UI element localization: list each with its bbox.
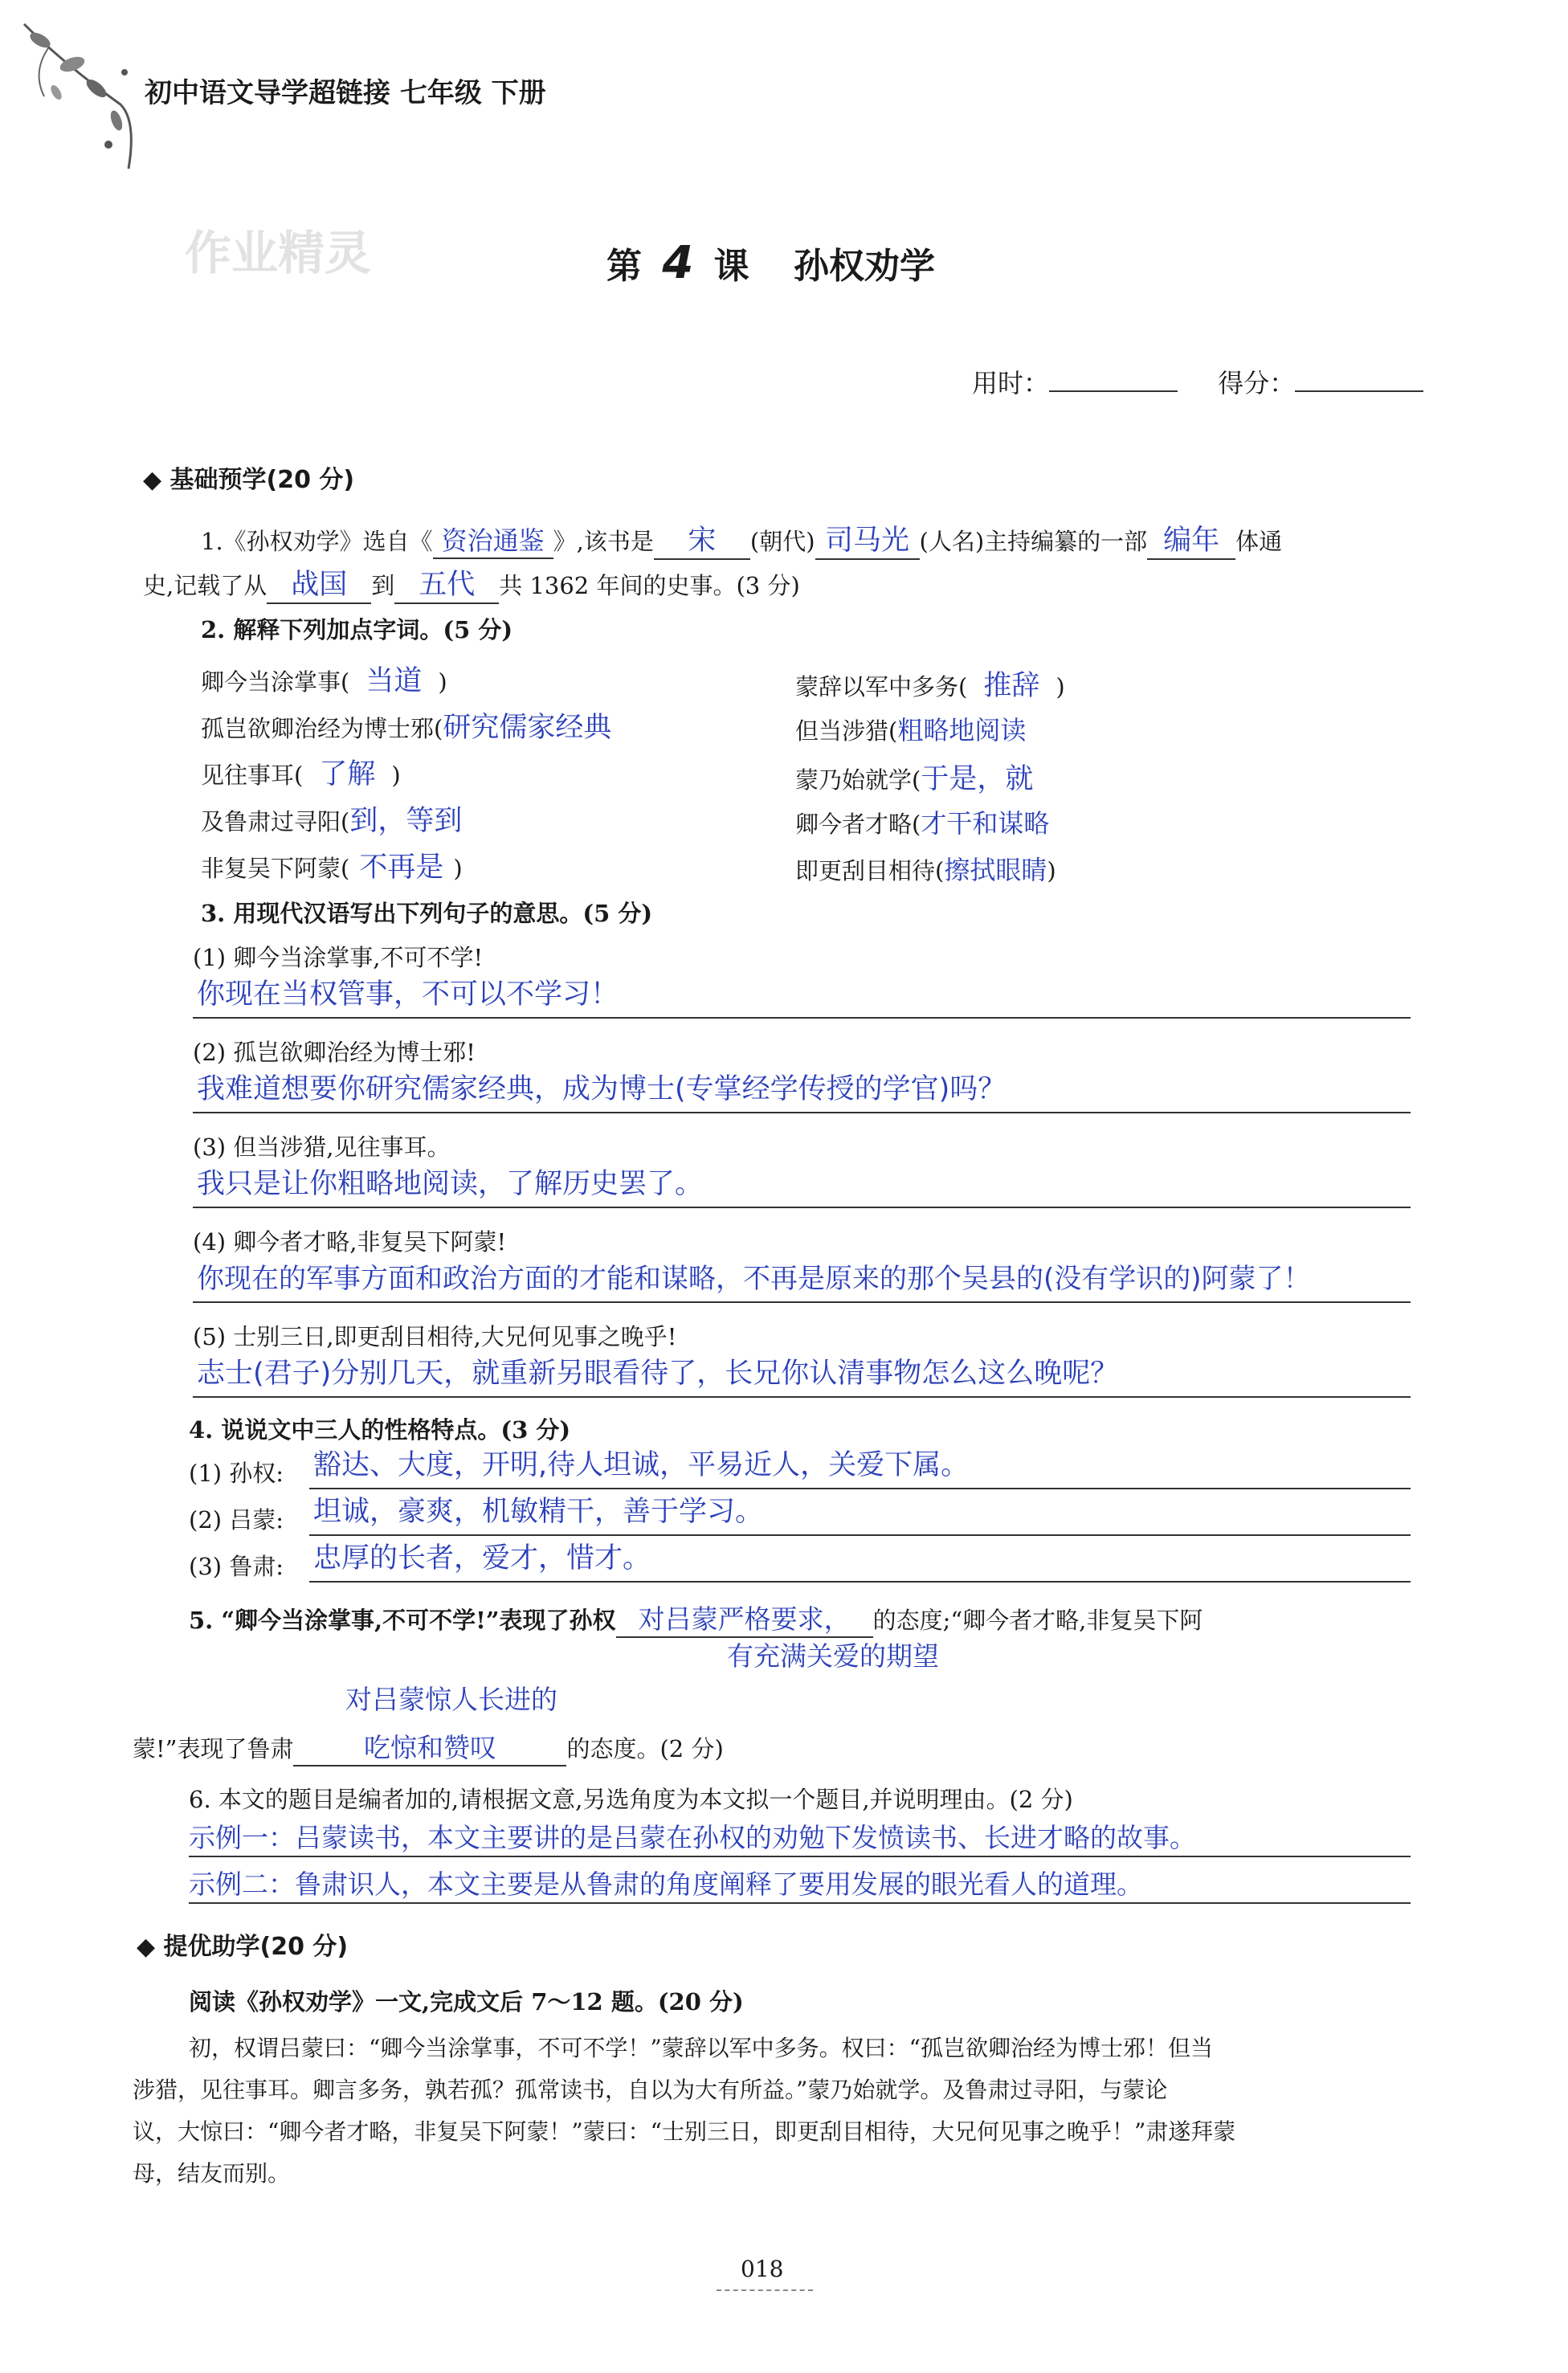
q1-answer-from: 战国: [267, 562, 371, 604]
q6-title: 6. 本文的题目是编者加的,请根据文意,另选角度为本文拟一个题目,并说明理由。(2 分): [189, 1786, 1073, 1813]
q3-line-4: [193, 1301, 1411, 1303]
q1-answer-dynasty: 宋: [654, 518, 750, 560]
book-title: 初中语文导学超链接 七年级 下册: [145, 77, 546, 109]
lesson-title: 孙权劝学: [793, 246, 935, 287]
q3-line-1: [193, 1017, 1411, 1019]
q2-left-4: 及鲁肃过寻阳(到，等到: [201, 805, 463, 837]
q2-left-1: 卿今当涂掌事( 当道 ): [201, 665, 447, 697]
q5-line2: [133, 1727, 724, 1766]
q3-answer-3: 我只是让你粗略地阅读，了解历史罢了。: [197, 1168, 704, 1200]
q4-label-3: (3) 鲁肃:: [189, 1553, 284, 1580]
q2-right-4: 卿今者才略(才干和谋略: [795, 808, 1050, 839]
q6-line-2: [189, 1902, 1411, 1904]
q1-text-1: 1.《孙权劝学》选自《: [201, 528, 433, 555]
q2-left-5: 非复吴下阿蒙( 不再是 ): [201, 852, 463, 884]
q5-text-2: 的态度;“卿今者才略,非复吴下阿: [872, 1607, 1203, 1634]
q4-answer-3: 忠厚的长者，爱才，惜才。: [313, 1542, 651, 1575]
q3-question-5: (5) 士别三日,即更刮目相待,大兄何见事之晚乎!: [193, 1323, 677, 1350]
q1-text-6: 史,记载了从: [143, 572, 267, 599]
q5-line1: [189, 1599, 1203, 1638]
q1-text-7: 到: [371, 572, 395, 599]
reading-line-1: 初，权谓吕蒙曰：“卿今当涂掌事，不可不学！”蒙辞以军中多务。权曰：“孤岂欲卿治经为博士邪！但当: [189, 2035, 1213, 2061]
page-number-rule: [717, 2289, 813, 2291]
q4-label-1: (1) 孙权:: [189, 1460, 284, 1487]
q2-right-5: 即更刮目相待(擦拭眼睛): [795, 855, 1056, 885]
section1-heading: [143, 459, 354, 495]
q3-question-3: (3) 但当涉猎,见往事耳。: [193, 1133, 451, 1161]
q3-question-2: (2) 孤岂欲卿治经为博士邪!: [193, 1039, 476, 1066]
q3-answer-1: 你现在当权管事，不可以不学习！: [197, 978, 619, 1011]
section2-title: 提优助学(20 分): [163, 1933, 349, 1961]
q2-left-2: 孤岂欲卿治经为博士邪(研究儒家经典: [201, 712, 612, 744]
q1-text-4: (人名)主持编纂的一部: [919, 528, 1148, 555]
q5-answer-2-top: 对吕蒙惊人长进的: [345, 1684, 557, 1715]
q3-line-3: [193, 1207, 1411, 1208]
q1-text-5: 体通: [1235, 528, 1283, 555]
q3-answer-2: 我难道想要你研究儒家经典，成为博士(专掌经学传授的学官)吗？: [197, 1073, 1007, 1105]
q5-answer-1: 对吕蒙严格要求，: [616, 1599, 873, 1638]
q1-line1: [201, 518, 1282, 560]
q3-answer-5: 志士(君子)分别几天，就重新另眼看待了，长兄你认清事物怎么这么晚呢？: [197, 1358, 1119, 1390]
q6-answer-2: 示例二：鲁肃识人，本文主要是从鲁肃的角度阐释了要用发展的眼光看人的道理。: [189, 1869, 1143, 1900]
q3-title: 3. 用现代汉语写出下列句子的意思。(5 分): [201, 900, 653, 927]
q4-label-2: (2) 吕蒙:: [189, 1506, 284, 1534]
q5-answer-2: 吃惊和赞叹: [293, 1727, 566, 1766]
reading-line-2: 涉猎，见往事耳。卿言多务，孰若孤？孤常读书，自以为大有所益。”蒙乃始就学。及鲁肃过寻阳，与蒙论: [133, 2077, 1168, 2103]
watermark: 作业精灵: [185, 226, 372, 280]
q1-answer-book: 资治通鉴: [433, 521, 553, 559]
q1-text-8: 共 1362 年间的史事。(3 分): [499, 572, 800, 599]
q4-line-3: [309, 1581, 1411, 1583]
score-field[interactable]: [1295, 368, 1423, 392]
q2-title: 2. 解释下列加点字词。(5 分): [201, 616, 513, 643]
time-score: [972, 363, 1423, 400]
reading-title: 阅读《孙权劝学》一文,完成文后 7～12 题。(20 分): [189, 1988, 744, 2016]
q5-text-1: 5. “卿今当涂掌事,不可不学!”表现了孙权: [189, 1607, 616, 1634]
q3-question-4: (4) 卿今者才略,非复吴下阿蒙!: [193, 1228, 507, 1256]
q3-answer-4: 你现在的军事方面和政治方面的才能和谋略，不再是原来的那个吴县的(没有学识的)阿蒙了！: [197, 1263, 1311, 1295]
lesson-suffix: 课: [713, 246, 749, 287]
q1-answer-style: 编年: [1147, 518, 1235, 560]
q2-right-1: 蒙辞以军中多务( 推辞 ): [795, 670, 1065, 702]
q1-answer-to: 五代: [394, 562, 499, 604]
q1-answer-person: 司马光: [815, 518, 920, 560]
score-label: 得分：: [1218, 368, 1296, 398]
q2-right-3: 蒙乃始就学(于是，就: [795, 763, 1034, 795]
diamond-icon: ◆: [137, 1933, 164, 1961]
q5-text-4: 的态度。(2 分): [566, 1735, 724, 1762]
q3-line-5: [193, 1396, 1411, 1398]
q4-title: 4. 说说文中三人的性格特点。(3 分): [189, 1416, 571, 1444]
time-label: 用时：: [972, 368, 1050, 398]
q1-line2: [143, 562, 800, 604]
lesson-prefix: 第: [606, 246, 642, 287]
reading-line-4: 母，结友而别。: [133, 2160, 291, 2187]
section1-title: 基础预学(20 分): [169, 466, 355, 494]
lesson-heading: [606, 237, 935, 289]
q5-text-3: 蒙!”表现了鲁肃: [133, 1735, 294, 1762]
q6-line-1: [189, 1856, 1411, 1857]
page-number: 018: [741, 2256, 784, 2282]
q5-answer-1b: 有充满关爱的期望: [727, 1640, 939, 1672]
q1-text-2: 》,该书是: [553, 528, 654, 555]
branch-ornament: [16, 16, 145, 177]
section2-heading: [137, 1926, 348, 1962]
q4-answer-2: 坦诚，豪爽，机敏精干，善于学习。: [313, 1496, 764, 1528]
diamond-icon: ◆: [143, 466, 170, 494]
lesson-number: 4: [662, 237, 694, 289]
q2-right-2: 但当涉猎(粗略地阅读: [795, 715, 1027, 745]
time-field[interactable]: [1049, 368, 1178, 392]
q3-line-2: [193, 1112, 1411, 1113]
q3-question-1: (1) 卿今当涂掌事,不可不学!: [193, 944, 484, 971]
q2-left-3: 见往事耳( 了解 ): [201, 758, 401, 790]
q1-text-3: (朝代): [749, 528, 815, 555]
q4-answer-1: 豁达、大度，开明,待人坦诚，平易近人，关爱下属。: [313, 1449, 970, 1481]
q6-answer-1: 示例一：吕蒙读书，本文主要讲的是吕蒙在孙权的劝勉下发愤读书、长进才略的故事。: [189, 1822, 1196, 1853]
reading-line-3: 议，大惊曰：“卿今者才略，非复吴下阿蒙！”蒙曰：“士别三日，即更刮目相待，大兄何见事之晚乎！”肃遂拜蒙: [133, 2118, 1236, 2145]
